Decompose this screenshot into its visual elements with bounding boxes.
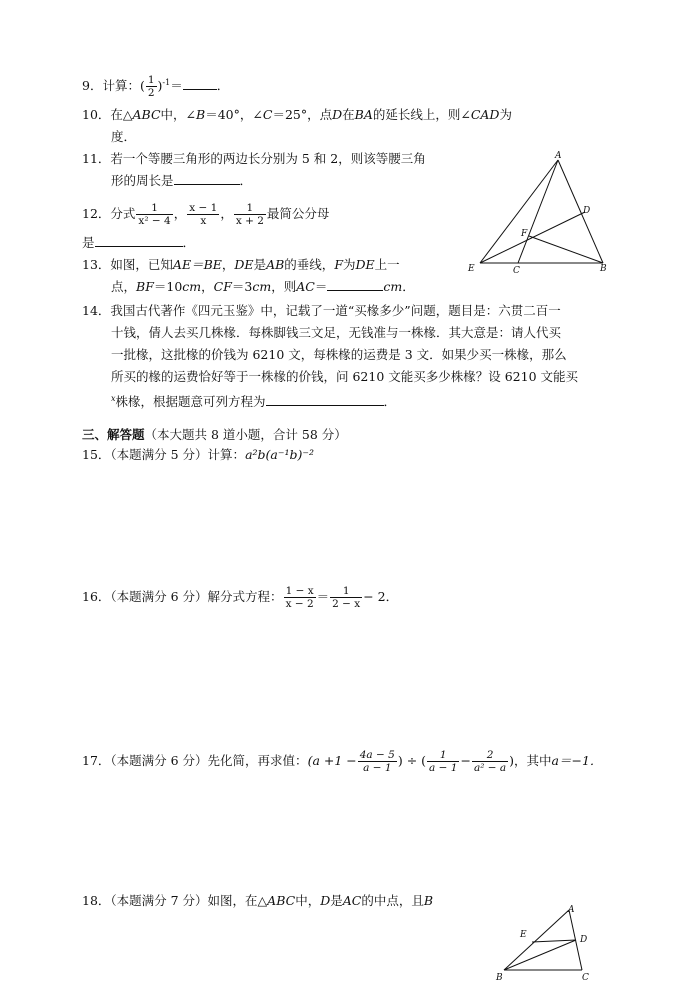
- figure-triangle-aeb: [466, 150, 616, 275]
- question-12-line1: 12．分式 $\frac{1}{\text{x² − 4}}$ ， $\frac{x - 1}{x}$ ， $\frac{1}{x + 2}$ 最简公分母: [82, 202, 330, 227]
- q11-num: 11．: [82, 151, 111, 166]
- q13-num: 13．: [82, 257, 111, 272]
- q9-answer-blank[interactable]: [183, 77, 217, 90]
- fig2-label-c: C: [582, 973, 589, 982]
- question-10-line2: 度．: [111, 129, 137, 144]
- q9-fraction: $\frac{1}{2}$: [147, 74, 155, 100]
- question-12-line2: 是 ．: [82, 235, 196, 250]
- fig1-label-c: C: [513, 266, 520, 275]
- q11-answer-blank[interactable]: [174, 172, 240, 185]
- q12-fraction-3: $\frac{1}{x + 2}$: [235, 202, 264, 227]
- fig2-label-a: A: [568, 905, 575, 915]
- q17-num: 17．: [82, 753, 111, 768]
- q16-fraction-1: $\frac{1 - x}{x - 2}$: [285, 585, 314, 610]
- question-14-line2: 十钱，倩人去买几株椽．每株脚钱三文足，无钱准与一株椽．其大意是：请人代买: [111, 325, 562, 340]
- q17-fraction-3: $\frac{2}{\text{a² − a}}$: [473, 749, 507, 774]
- question-13-line1: 13．如图，已知AE＝BE，DE是AB的垂线，F为DE上一: [82, 257, 400, 272]
- question-17: 17．（本题满分 6 分）先化简，再求值：(a +1 − $\frac{4a - 5}{a - 1}$ ) ÷ ( $\frac{1}{a - 1}$ − $\frac{2}{\text{a² − a}}$ )，其中a＝−1．: [82, 749, 603, 774]
- question-11-line1: 11．若一个等腰三角形的两边长分别为 5 和 2，则该等腰三角: [82, 151, 426, 166]
- fig1-label-d: D: [583, 206, 591, 216]
- q10-num: 10．: [82, 107, 111, 122]
- fig1-label-e: E: [468, 264, 475, 274]
- question-14-line3: 一批椽，这批椽的价钱为 6210 文，每株椽的运费是 3 文．如果少买一株椽，那么: [111, 347, 567, 362]
- fig1-label-f: F: [521, 229, 528, 239]
- question-14-line4: 所买的椽的运费恰好等于一株椽的价钱，问 6210 文能买多少株椽？设 6210 文能买: [111, 369, 579, 384]
- q14-answer-blank[interactable]: [266, 393, 384, 406]
- q15-num: 15．: [82, 447, 111, 462]
- q13-answer-blank[interactable]: [327, 278, 383, 291]
- fig2-label-e: E: [520, 930, 527, 940]
- q16-num: 16．: [82, 589, 111, 604]
- question-13-line2: 点，BF＝10cm，CF＝3cm，则AC＝ cm．: [111, 279, 415, 294]
- question-14-line5: $^x$株椽，根据题意可列方程为 ．: [111, 394, 397, 410]
- section-3-heading: 三、解答题（本大题共 8 道小题，合计 58 分）: [82, 427, 347, 442]
- q18-num: 18．: [82, 893, 111, 908]
- q14-num: 14．: [82, 303, 111, 318]
- fig2-label-d: D: [580, 935, 588, 945]
- q12-num: 12．: [82, 206, 111, 221]
- q12-answer-blank[interactable]: [95, 234, 183, 247]
- fig1-label-a: A: [555, 151, 562, 161]
- q9-num: 9．: [82, 78, 103, 94]
- q17-fraction-2: $\frac{1}{a - 1}$: [429, 749, 458, 774]
- question-16: 16．（本题满分 6 分）解分式方程： $\frac{1 - x}{x - 2}$ ＝ $\frac{1}{2 - x}$ − 2．: [82, 585, 399, 610]
- fig1-label-b: B: [600, 264, 607, 274]
- fig2-label-b: B: [496, 973, 503, 982]
- question-9: 9．计算：( $\frac{1}{2}$ )$^{-1}$＝ ．: [82, 74, 230, 100]
- question-15: 15．（本题满分 5 分）计算：a²b(a⁻¹b)⁻²: [82, 447, 314, 462]
- question-14-line1: 14．我国古代著作《四元玉鉴》中，记载了一道“买椽多少”问题，题目是：六贯二百一: [82, 303, 561, 318]
- figure-triangle-abc: [494, 902, 600, 982]
- q12-fraction-1: $\frac{1}{\text{x² − 4}}$: [138, 202, 171, 227]
- question-10-line1: 10．在△ABC中，∠B＝40°，∠C＝25°，点D在BA的延长线上，则∠CAD为: [82, 107, 512, 122]
- question-11-line2: 形的周长是 ．: [111, 173, 253, 188]
- question-18: 18．（本题满分 7 分）如图，在△ABC中，D是AC的中点，且B: [82, 893, 434, 908]
- q17-fraction-1: $\frac{4a - 5}{a - 1}$: [359, 749, 395, 774]
- q16-fraction-2: $\frac{1}{2 - x}$: [332, 585, 361, 610]
- q12-fraction-2: $\frac{x - 1}{x}$: [189, 202, 218, 227]
